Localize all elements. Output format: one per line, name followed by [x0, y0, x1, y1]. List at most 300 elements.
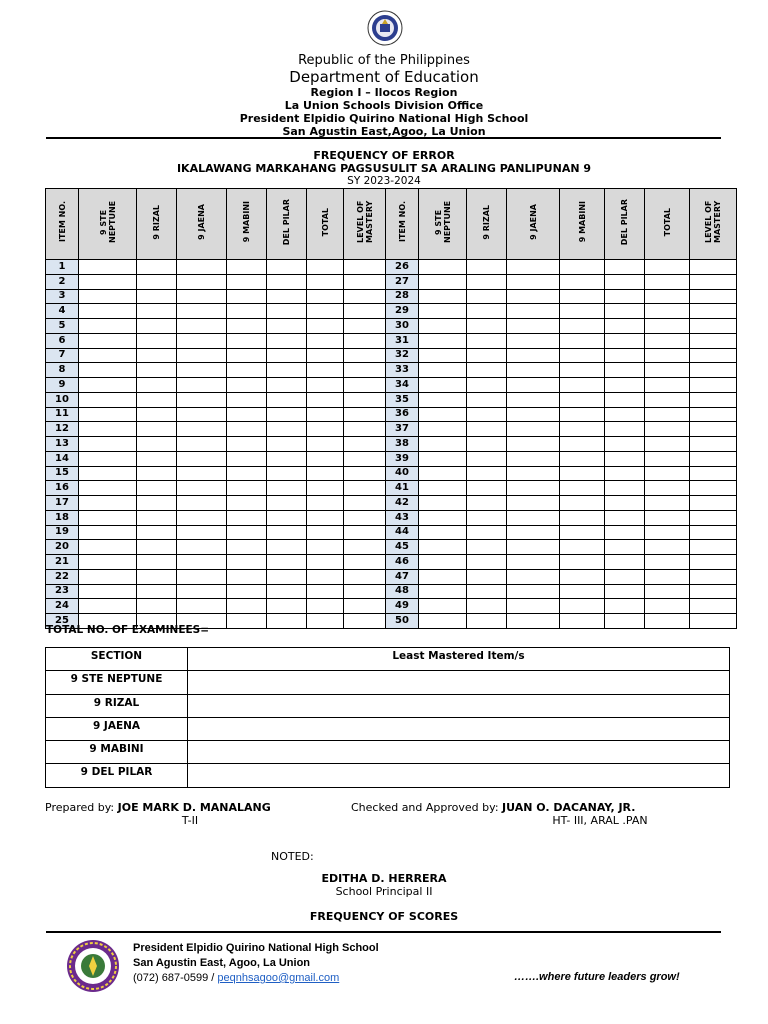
entry-cell[interactable]: [79, 422, 137, 437]
entry-cell[interactable]: [605, 451, 645, 466]
entry-cell[interactable]: [267, 481, 307, 496]
entry-cell[interactable]: [137, 333, 177, 348]
entry-cell[interactable]: [467, 348, 507, 363]
entry-cell[interactable]: [267, 599, 307, 614]
entry-cell[interactable]: [467, 363, 507, 378]
entry-cell[interactable]: [267, 319, 307, 334]
entry-cell[interactable]: [307, 540, 344, 555]
entry-cell[interactable]: [79, 260, 137, 275]
entry-cell[interactable]: [267, 540, 307, 555]
entry-cell[interactable]: [645, 451, 690, 466]
least-mastered-cell[interactable]: [188, 717, 730, 740]
entry-cell[interactable]: [137, 422, 177, 437]
entry-cell[interactable]: [560, 289, 605, 304]
entry-cell[interactable]: [605, 260, 645, 275]
entry-cell[interactable]: [605, 348, 645, 363]
entry-cell[interactable]: [307, 437, 344, 452]
entry-cell[interactable]: [507, 392, 560, 407]
entry-cell[interactable]: [137, 599, 177, 614]
entry-cell[interactable]: [419, 437, 467, 452]
entry-cell[interactable]: [267, 510, 307, 525]
entry-cell[interactable]: [419, 584, 467, 599]
entry-cell[interactable]: [560, 274, 605, 289]
entry-cell[interactable]: [605, 304, 645, 319]
entry-cell[interactable]: [605, 599, 645, 614]
entry-cell[interactable]: [79, 392, 137, 407]
entry-cell[interactable]: [467, 555, 507, 570]
entry-cell[interactable]: [605, 289, 645, 304]
entry-cell[interactable]: [227, 319, 267, 334]
entry-cell[interactable]: [137, 260, 177, 275]
entry-cell[interactable]: [344, 569, 386, 584]
entry-cell[interactable]: [79, 510, 137, 525]
entry-cell[interactable]: [605, 392, 645, 407]
entry-cell[interactable]: [645, 363, 690, 378]
entry-cell[interactable]: [467, 289, 507, 304]
entry-cell[interactable]: [507, 363, 560, 378]
entry-cell[interactable]: [507, 260, 560, 275]
entry-cell[interactable]: [227, 348, 267, 363]
entry-cell[interactable]: [605, 466, 645, 481]
entry-cell[interactable]: [560, 437, 605, 452]
entry-cell[interactable]: [79, 451, 137, 466]
entry-cell[interactable]: [419, 614, 467, 629]
entry-cell[interactable]: [344, 392, 386, 407]
entry-cell[interactable]: [467, 407, 507, 422]
entry-cell[interactable]: [267, 584, 307, 599]
entry-cell[interactable]: [227, 481, 267, 496]
entry-cell[interactable]: [507, 569, 560, 584]
entry-cell[interactable]: [344, 289, 386, 304]
entry-cell[interactable]: [307, 274, 344, 289]
entry-cell[interactable]: [177, 392, 227, 407]
entry-cell[interactable]: [307, 614, 344, 629]
entry-cell[interactable]: [227, 496, 267, 511]
entry-cell[interactable]: [645, 407, 690, 422]
entry-cell[interactable]: [467, 584, 507, 599]
entry-cell[interactable]: [690, 260, 737, 275]
entry-cell[interactable]: [307, 378, 344, 393]
least-mastered-cell[interactable]: [188, 694, 730, 717]
entry-cell[interactable]: [605, 378, 645, 393]
entry-cell[interactable]: [467, 304, 507, 319]
entry-cell[interactable]: [344, 584, 386, 599]
entry-cell[interactable]: [307, 289, 344, 304]
entry-cell[interactable]: [645, 584, 690, 599]
entry-cell[interactable]: [79, 304, 137, 319]
entry-cell[interactable]: [467, 569, 507, 584]
entry-cell[interactable]: [137, 510, 177, 525]
entry-cell[interactable]: [137, 437, 177, 452]
entry-cell[interactable]: [267, 496, 307, 511]
entry-cell[interactable]: [605, 584, 645, 599]
entry-cell[interactable]: [690, 289, 737, 304]
entry-cell[interactable]: [79, 496, 137, 511]
entry-cell[interactable]: [419, 451, 467, 466]
entry-cell[interactable]: [467, 451, 507, 466]
entry-cell[interactable]: [177, 378, 227, 393]
entry-cell[interactable]: [227, 304, 267, 319]
entry-cell[interactable]: [227, 510, 267, 525]
least-mastered-cell[interactable]: [188, 671, 730, 694]
entry-cell[interactable]: [344, 274, 386, 289]
entry-cell[interactable]: [507, 422, 560, 437]
entry-cell[interactable]: [690, 363, 737, 378]
entry-cell[interactable]: [605, 555, 645, 570]
entry-cell[interactable]: [137, 555, 177, 570]
entry-cell[interactable]: [344, 304, 386, 319]
entry-cell[interactable]: [79, 348, 137, 363]
entry-cell[interactable]: [605, 437, 645, 452]
entry-cell[interactable]: [605, 540, 645, 555]
entry-cell[interactable]: [419, 599, 467, 614]
entry-cell[interactable]: [560, 540, 605, 555]
entry-cell[interactable]: [344, 407, 386, 422]
entry-cell[interactable]: [177, 260, 227, 275]
entry-cell[interactable]: [344, 466, 386, 481]
entry-cell[interactable]: [344, 555, 386, 570]
entry-cell[interactable]: [690, 422, 737, 437]
entry-cell[interactable]: [137, 525, 177, 540]
entry-cell[interactable]: [467, 599, 507, 614]
entry-cell[interactable]: [690, 540, 737, 555]
entry-cell[interactable]: [560, 392, 605, 407]
entry-cell[interactable]: [137, 392, 177, 407]
entry-cell[interactable]: [419, 569, 467, 584]
entry-cell[interactable]: [344, 378, 386, 393]
entry-cell[interactable]: [177, 569, 227, 584]
entry-cell[interactable]: [227, 274, 267, 289]
entry-cell[interactable]: [507, 289, 560, 304]
entry-cell[interactable]: [605, 274, 645, 289]
entry-cell[interactable]: [79, 378, 137, 393]
entry-cell[interactable]: [467, 525, 507, 540]
entry-cell[interactable]: [177, 451, 227, 466]
entry-cell[interactable]: [560, 348, 605, 363]
entry-cell[interactable]: [507, 466, 560, 481]
entry-cell[interactable]: [419, 407, 467, 422]
footer-email-link[interactable]: peqnhsagoo@gmail.com: [217, 972, 340, 984]
entry-cell[interactable]: [177, 510, 227, 525]
entry-cell[interactable]: [507, 378, 560, 393]
entry-cell[interactable]: [419, 260, 467, 275]
entry-cell[interactable]: [227, 437, 267, 452]
entry-cell[interactable]: [227, 451, 267, 466]
entry-cell[interactable]: [690, 599, 737, 614]
entry-cell[interactable]: [560, 304, 605, 319]
entry-cell[interactable]: [307, 481, 344, 496]
entry-cell[interactable]: [137, 407, 177, 422]
entry-cell[interactable]: [645, 319, 690, 334]
entry-cell[interactable]: [307, 496, 344, 511]
entry-cell[interactable]: [507, 584, 560, 599]
entry-cell[interactable]: [307, 510, 344, 525]
entry-cell[interactable]: [560, 584, 605, 599]
entry-cell[interactable]: [137, 540, 177, 555]
entry-cell[interactable]: [137, 451, 177, 466]
entry-cell[interactable]: [507, 599, 560, 614]
entry-cell[interactable]: [344, 540, 386, 555]
entry-cell[interactable]: [507, 348, 560, 363]
entry-cell[interactable]: [467, 481, 507, 496]
entry-cell[interactable]: [267, 614, 307, 629]
entry-cell[interactable]: [227, 363, 267, 378]
entry-cell[interactable]: [560, 510, 605, 525]
entry-cell[interactable]: [560, 319, 605, 334]
entry-cell[interactable]: [267, 260, 307, 275]
entry-cell[interactable]: [137, 569, 177, 584]
entry-cell[interactable]: [560, 614, 605, 629]
entry-cell[interactable]: [307, 451, 344, 466]
entry-cell[interactable]: [507, 451, 560, 466]
entry-cell[interactable]: [690, 333, 737, 348]
entry-cell[interactable]: [467, 422, 507, 437]
entry-cell[interactable]: [177, 481, 227, 496]
entry-cell[interactable]: [344, 348, 386, 363]
entry-cell[interactable]: [507, 525, 560, 540]
entry-cell[interactable]: [177, 304, 227, 319]
entry-cell[interactable]: [177, 437, 227, 452]
entry-cell[interactable]: [267, 289, 307, 304]
entry-cell[interactable]: [177, 540, 227, 555]
entry-cell[interactable]: [605, 569, 645, 584]
entry-cell[interactable]: [467, 333, 507, 348]
entry-cell[interactable]: [137, 378, 177, 393]
entry-cell[interactable]: [645, 555, 690, 570]
entry-cell[interactable]: [690, 555, 737, 570]
entry-cell[interactable]: [467, 260, 507, 275]
entry-cell[interactable]: [645, 392, 690, 407]
entry-cell[interactable]: [419, 319, 467, 334]
entry-cell[interactable]: [690, 510, 737, 525]
entry-cell[interactable]: [645, 437, 690, 452]
entry-cell[interactable]: [267, 437, 307, 452]
entry-cell[interactable]: [560, 555, 605, 570]
entry-cell[interactable]: [507, 540, 560, 555]
entry-cell[interactable]: [605, 481, 645, 496]
entry-cell[interactable]: [419, 466, 467, 481]
entry-cell[interactable]: [267, 333, 307, 348]
entry-cell[interactable]: [645, 525, 690, 540]
entry-cell[interactable]: [307, 584, 344, 599]
entry-cell[interactable]: [79, 569, 137, 584]
entry-cell[interactable]: [467, 496, 507, 511]
entry-cell[interactable]: [267, 451, 307, 466]
entry-cell[interactable]: [137, 289, 177, 304]
entry-cell[interactable]: [507, 274, 560, 289]
entry-cell[interactable]: [507, 407, 560, 422]
entry-cell[interactable]: [467, 466, 507, 481]
entry-cell[interactable]: [560, 481, 605, 496]
entry-cell[interactable]: [227, 466, 267, 481]
entry-cell[interactable]: [507, 614, 560, 629]
entry-cell[interactable]: [645, 569, 690, 584]
entry-cell[interactable]: [645, 333, 690, 348]
entry-cell[interactable]: [79, 319, 137, 334]
entry-cell[interactable]: [507, 437, 560, 452]
entry-cell[interactable]: [227, 584, 267, 599]
entry-cell[interactable]: [137, 319, 177, 334]
entry-cell[interactable]: [467, 510, 507, 525]
entry-cell[interactable]: [267, 274, 307, 289]
least-mastered-cell[interactable]: [188, 741, 730, 764]
entry-cell[interactable]: [79, 466, 137, 481]
entry-cell[interactable]: [344, 363, 386, 378]
entry-cell[interactable]: [177, 584, 227, 599]
entry-cell[interactable]: [79, 274, 137, 289]
entry-cell[interactable]: [307, 407, 344, 422]
entry-cell[interactable]: [419, 555, 467, 570]
entry-cell[interactable]: [227, 614, 267, 629]
entry-cell[interactable]: [227, 289, 267, 304]
entry-cell[interactable]: [605, 525, 645, 540]
entry-cell[interactable]: [79, 289, 137, 304]
entry-cell[interactable]: [605, 614, 645, 629]
entry-cell[interactable]: [690, 407, 737, 422]
entry-cell[interactable]: [419, 422, 467, 437]
entry-cell[interactable]: [267, 569, 307, 584]
entry-cell[interactable]: [560, 363, 605, 378]
entry-cell[interactable]: [79, 584, 137, 599]
entry-cell[interactable]: [507, 496, 560, 511]
entry-cell[interactable]: [690, 437, 737, 452]
entry-cell[interactable]: [267, 348, 307, 363]
entry-cell[interactable]: [690, 496, 737, 511]
entry-cell[interactable]: [645, 496, 690, 511]
entry-cell[interactable]: [690, 614, 737, 629]
entry-cell[interactable]: [307, 569, 344, 584]
entry-cell[interactable]: [137, 496, 177, 511]
entry-cell[interactable]: [79, 363, 137, 378]
entry-cell[interactable]: [79, 540, 137, 555]
entry-cell[interactable]: [267, 555, 307, 570]
entry-cell[interactable]: [560, 496, 605, 511]
entry-cell[interactable]: [560, 407, 605, 422]
entry-cell[interactable]: [227, 599, 267, 614]
least-mastered-cell[interactable]: [188, 764, 730, 787]
entry-cell[interactable]: [307, 555, 344, 570]
entry-cell[interactable]: [344, 481, 386, 496]
entry-cell[interactable]: [560, 378, 605, 393]
entry-cell[interactable]: [344, 525, 386, 540]
entry-cell[interactable]: [605, 407, 645, 422]
entry-cell[interactable]: [344, 451, 386, 466]
entry-cell[interactable]: [419, 363, 467, 378]
entry-cell[interactable]: [307, 260, 344, 275]
entry-cell[interactable]: [227, 260, 267, 275]
entry-cell[interactable]: [344, 496, 386, 511]
entry-cell[interactable]: [79, 437, 137, 452]
entry-cell[interactable]: [690, 304, 737, 319]
entry-cell[interactable]: [79, 407, 137, 422]
entry-cell[interactable]: [344, 599, 386, 614]
entry-cell[interactable]: [690, 525, 737, 540]
entry-cell[interactable]: [344, 422, 386, 437]
entry-cell[interactable]: [344, 260, 386, 275]
entry-cell[interactable]: [690, 481, 737, 496]
entry-cell[interactable]: [690, 466, 737, 481]
entry-cell[interactable]: [690, 451, 737, 466]
entry-cell[interactable]: [560, 569, 605, 584]
entry-cell[interactable]: [645, 422, 690, 437]
entry-cell[interactable]: [645, 304, 690, 319]
entry-cell[interactable]: [507, 319, 560, 334]
entry-cell[interactable]: [645, 614, 690, 629]
entry-cell[interactable]: [419, 496, 467, 511]
entry-cell[interactable]: [177, 525, 227, 540]
entry-cell[interactable]: [605, 333, 645, 348]
entry-cell[interactable]: [307, 333, 344, 348]
entry-cell[interactable]: [267, 407, 307, 422]
entry-cell[interactable]: [79, 599, 137, 614]
entry-cell[interactable]: [267, 363, 307, 378]
entry-cell[interactable]: [419, 510, 467, 525]
entry-cell[interactable]: [645, 289, 690, 304]
entry-cell[interactable]: [645, 481, 690, 496]
entry-cell[interactable]: [419, 274, 467, 289]
entry-cell[interactable]: [467, 614, 507, 629]
entry-cell[interactable]: [267, 304, 307, 319]
entry-cell[interactable]: [177, 407, 227, 422]
entry-cell[interactable]: [605, 363, 645, 378]
entry-cell[interactable]: [227, 378, 267, 393]
entry-cell[interactable]: [645, 599, 690, 614]
entry-cell[interactable]: [507, 510, 560, 525]
entry-cell[interactable]: [467, 392, 507, 407]
entry-cell[interactable]: [137, 466, 177, 481]
entry-cell[interactable]: [507, 555, 560, 570]
entry-cell[interactable]: [227, 333, 267, 348]
entry-cell[interactable]: [307, 599, 344, 614]
entry-cell[interactable]: [344, 319, 386, 334]
entry-cell[interactable]: [419, 392, 467, 407]
entry-cell[interactable]: [419, 540, 467, 555]
entry-cell[interactable]: [419, 348, 467, 363]
entry-cell[interactable]: [344, 437, 386, 452]
entry-cell[interactable]: [177, 422, 227, 437]
entry-cell[interactable]: [227, 555, 267, 570]
entry-cell[interactable]: [137, 481, 177, 496]
entry-cell[interactable]: [605, 496, 645, 511]
entry-cell[interactable]: [467, 540, 507, 555]
entry-cell[interactable]: [560, 599, 605, 614]
entry-cell[interactable]: [467, 378, 507, 393]
entry-cell[interactable]: [690, 378, 737, 393]
entry-cell[interactable]: [177, 599, 227, 614]
entry-cell[interactable]: [344, 510, 386, 525]
entry-cell[interactable]: [267, 466, 307, 481]
entry-cell[interactable]: [467, 274, 507, 289]
entry-cell[interactable]: [267, 392, 307, 407]
entry-cell[interactable]: [177, 274, 227, 289]
entry-cell[interactable]: [79, 481, 137, 496]
entry-cell[interactable]: [690, 584, 737, 599]
entry-cell[interactable]: [177, 348, 227, 363]
entry-cell[interactable]: [560, 422, 605, 437]
entry-cell[interactable]: [177, 289, 227, 304]
entry-cell[interactable]: [137, 348, 177, 363]
entry-cell[interactable]: [419, 378, 467, 393]
entry-cell[interactable]: [645, 274, 690, 289]
entry-cell[interactable]: [344, 333, 386, 348]
entry-cell[interactable]: [307, 525, 344, 540]
entry-cell[interactable]: [419, 481, 467, 496]
entry-cell[interactable]: [79, 555, 137, 570]
entry-cell[interactable]: [137, 304, 177, 319]
entry-cell[interactable]: [307, 392, 344, 407]
entry-cell[interactable]: [419, 525, 467, 540]
entry-cell[interactable]: [690, 274, 737, 289]
